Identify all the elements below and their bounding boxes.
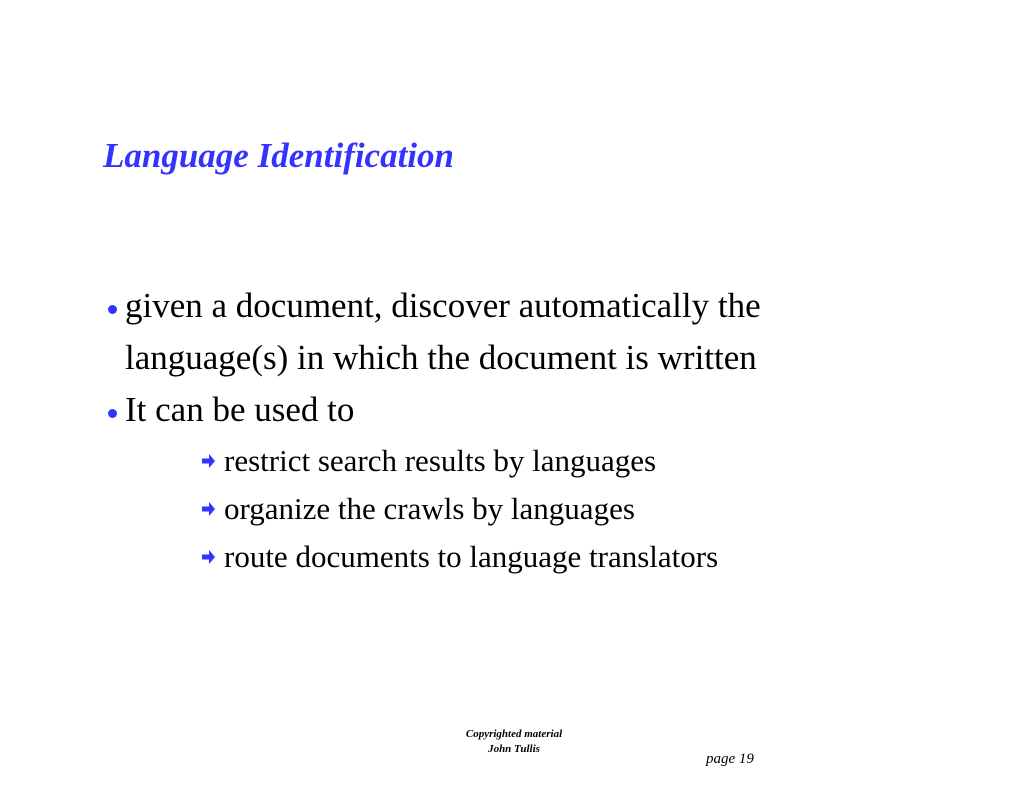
sub-bullet-text: organize the crawls by languages [224, 491, 635, 526]
right-arrow-icon [200, 537, 216, 577]
bullet-item-2 [108, 384, 354, 436]
sub-bullet-text: restrict search results by languages [224, 443, 657, 478]
sub-bullet-item-2 [200, 489, 635, 529]
sub-bullet-item-1 [200, 441, 656, 481]
footer-copyright [414, 727, 614, 757]
sub-bullet-item-3 [200, 537, 718, 577]
bullet-dot-icon [108, 409, 117, 418]
author-name: John Tullis [488, 743, 540, 755]
bullet-item-1 [108, 280, 761, 384]
page-number: page 19 [706, 751, 754, 767]
slide-title: Language Identification [103, 136, 454, 175]
right-arrow-icon [200, 489, 216, 529]
copyright-text: Copyrighted material [465, 728, 563, 740]
bullet-text [125, 280, 761, 384]
bullet-line: language(s) in which the document is written [125, 338, 757, 377]
right-arrow-icon [200, 441, 216, 481]
bullet-dot-icon [108, 305, 117, 314]
bullet-line: It can be used to [125, 390, 355, 429]
bullet-line: given a document, discover automatically the [125, 286, 761, 325]
sub-bullet-text: route documents to language translators [224, 539, 719, 574]
bullet-text [125, 384, 354, 436]
